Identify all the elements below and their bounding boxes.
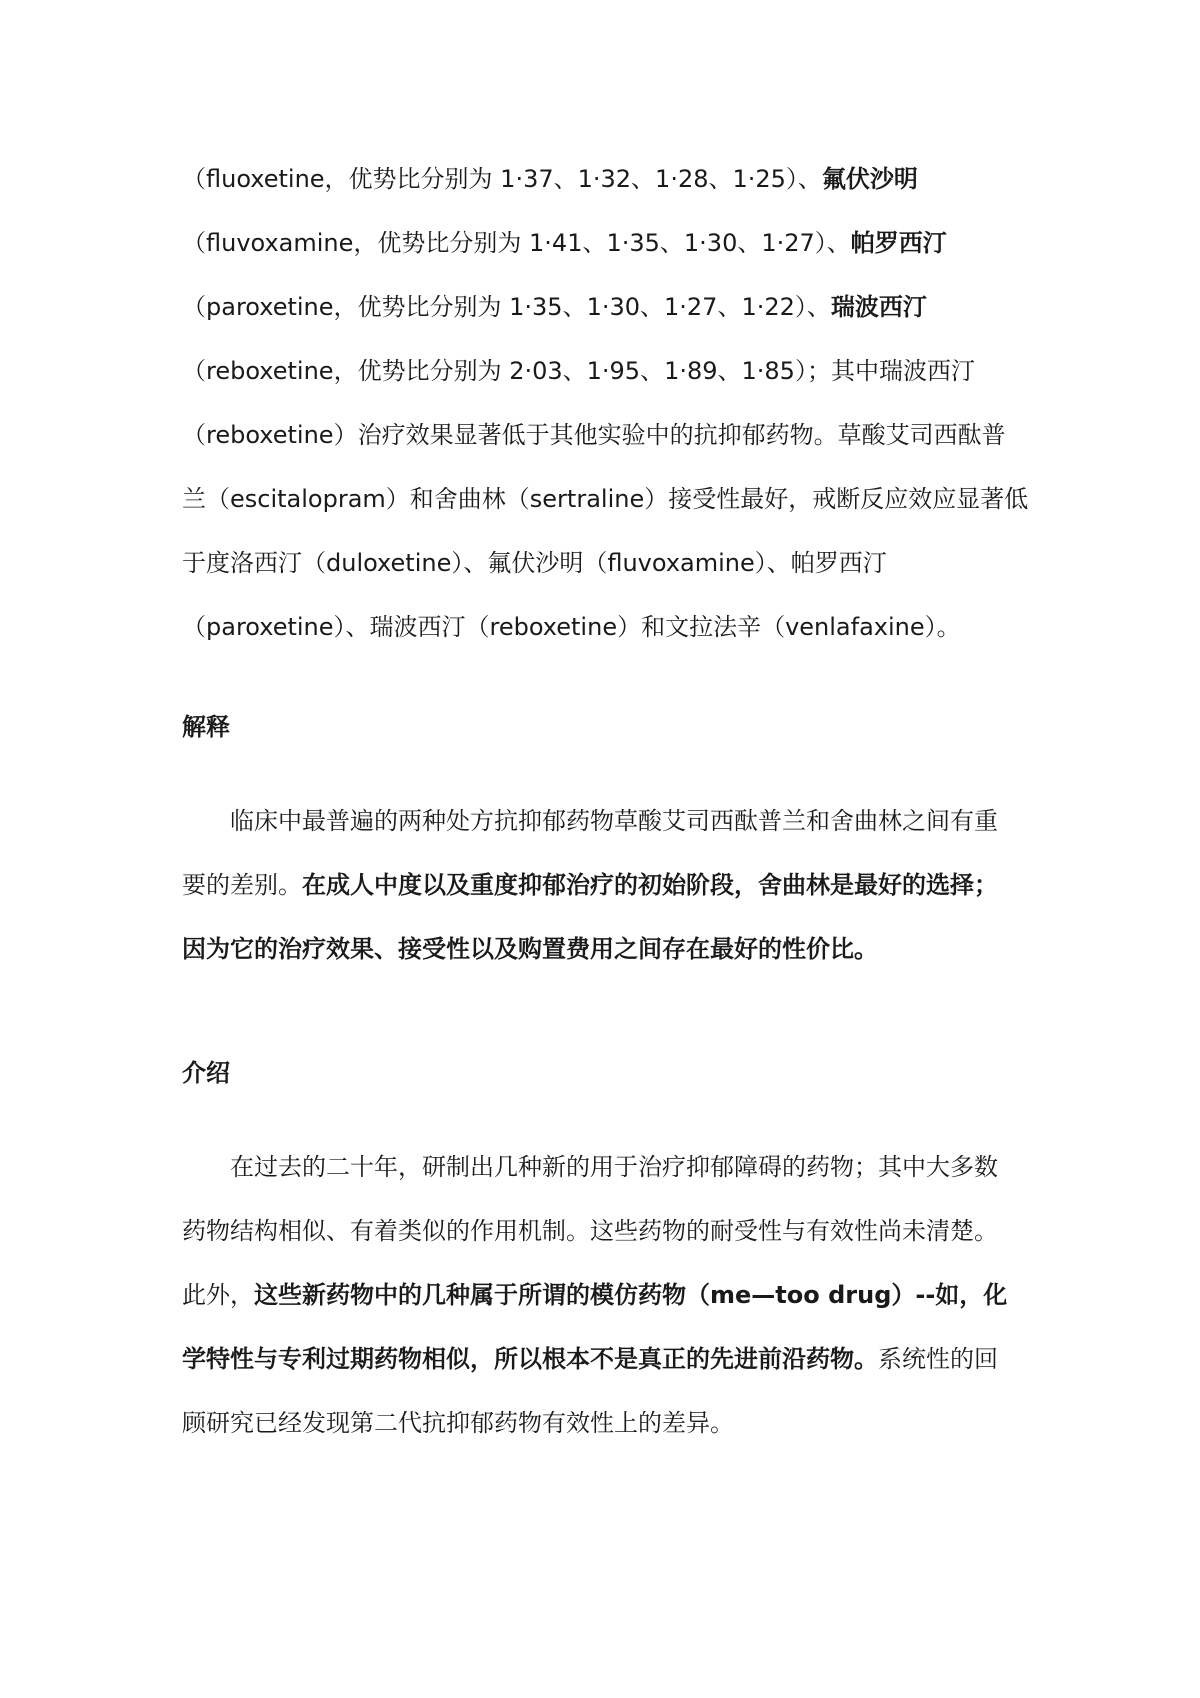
text-line [182,1344,998,1374]
text-line [182,164,918,194]
text-run: 要的差别。 [182,871,302,899]
text-line: 兰（escitalopram）和舍曲林（sertraline）接受性最好，戒断反应效应显著低 [182,485,1029,513]
section-heading-introduction: 介绍 [182,1059,230,1087]
bold-drug-name: 氟伏沙明 [821,165,918,193]
text-run: 此外， [182,1281,254,1309]
bold-text-run: 学特性与专利过期药物相似，所以根本不是真正的先进前沿药物。 [182,1345,878,1373]
text-run: （fluoxetine，优势比分别为 1·37、1·32、1·28、1·25）、 [182,165,822,193]
text-line: （reboxetine）治疗效果显著低于其他实验中的抗抑郁药物。草酸艾司西酞普 [182,421,1006,449]
bold-drug-name: 瑞波西汀 [830,293,927,321]
text-line [182,870,998,900]
bold-text-run: 在成人中度以及重度抑郁治疗的初始阶段，舍曲林是最好的选择； [302,871,998,899]
text-line: 临床中最普遍的两种处方抗抑郁药物草酸艾司西酞普兰和舍曲林之间有重 [230,807,998,835]
bold-drug-name: 帕罗西汀 [850,229,947,257]
text-run: （fluvoxamine，优势比分别为 1·41、1·35、1·30、1·27）、 [182,229,851,257]
section-heading-interpretation: 解释 [182,713,230,741]
bold-text-line: 因为它的治疗效果、接受性以及购置费用之间存在最好的性价比。 [182,935,878,963]
text-line: 在过去的二十年，研制出几种新的用于治疗抑郁障碍的药物；其中大多数 [230,1153,998,1181]
text-run: （paroxetine，优势比分别为 1·35、1·30、1·27、1·22）、 [182,293,831,321]
text-line [182,1280,1007,1310]
text-line: 于度洛西汀（duloxetine）、氟伏沙明（fluvoxamine）、帕罗西汀 [182,549,887,577]
text-run: 系统性的回 [878,1345,998,1373]
text-line: （reboxetine，优势比分别为 2·03、1·95、1·89、1·85）；其中瑞波西汀 [182,357,975,385]
text-line: （paroxetine）、瑞波西汀（reboxetine）和文拉法辛（venlafaxine）。 [182,613,961,641]
text-line: 顾研究已经发现第二代抗抑郁药物有效性上的差异。 [182,1409,734,1437]
bold-text-run: 这些新药物中的几种属于所谓的模仿药物（me—too drug）--如，化 [254,1281,1008,1309]
text-line [182,228,947,258]
text-line: 药物结构相似、有着类似的作用机制。这些药物的耐受性与有效性尚未清楚。 [182,1217,998,1245]
text-line [182,292,927,322]
